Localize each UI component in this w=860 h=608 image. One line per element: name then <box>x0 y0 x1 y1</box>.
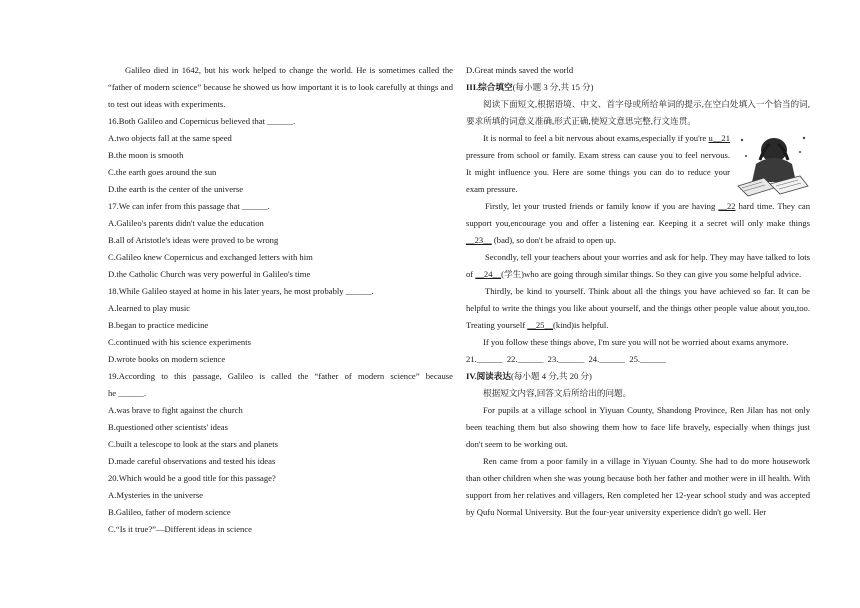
q19-word: modern <box>357 371 385 381</box>
q17-option-d: D.the Catholic Church was very powerful in Galileo's time <box>108 269 311 279</box>
question-19-line1 <box>108 368 453 385</box>
q19-word: “father <box>314 371 339 381</box>
answer-24: 24.______ <box>588 354 626 364</box>
cloze-text: (kind)is helpful. <box>553 320 609 330</box>
question-19-line2: he ______. <box>108 388 147 398</box>
cloze-text: hard time. They can support you,encourage you and offer a listening ear. Keeping it a secret will only make things <box>466 201 811 228</box>
q19-word: Galileo <box>227 371 254 381</box>
reading-paragraph-2: Ren came from a poor family in a village in Yiyuan County. She had to do more housework than other children when she was young because both her father and mother were in ill health. With support from her relatives and villagers, Ren completed her 12-year school study and was accepted by Qufu Normal University. But the four-year university experience didn't go well. Her <box>466 456 810 517</box>
q19-word: passage, <box>192 371 222 381</box>
q16-option-d: D.the earth is the center of the universe <box>108 184 244 194</box>
right-column <box>466 62 810 521</box>
q16-option-a: A.two objects fall at the same speed <box>108 133 232 143</box>
question-17: 17.We can infer from this passage that ______. <box>108 201 270 211</box>
q20-option-a: A.Mysteries in the universe <box>108 490 203 500</box>
q16-option-b: B.the moon is smooth <box>108 150 184 160</box>
cloze-text: Firstly, let your trusted friends or family know if you are having <box>485 201 719 211</box>
section-4-heading <box>466 368 810 385</box>
q19-option-c: C.built a telescope to look at the stars and planets <box>108 439 278 449</box>
cloze-text: Secondly, tell your teachers about your worries and ask for help. They may have talked to lots of <box>466 252 810 279</box>
section-3-title: III.综合填空 <box>466 82 513 92</box>
blank-23: __23__ <box>466 235 492 245</box>
q17-option-c: C.Galileo knew Copernicus and exchanged letters with him <box>108 252 313 262</box>
q19-word: because <box>425 371 453 381</box>
cloze-paragraph-5: If you follow these things above, I'm sure you will not be worried about exams anymore. <box>483 337 789 347</box>
cloze-paragraph-2 <box>466 198 810 249</box>
answer-blanks <box>466 351 810 368</box>
blank-24: __24__ <box>475 269 502 279</box>
q19-word: called <box>271 371 292 381</box>
section-3-instructions: 阅读下面短文,根据语境、中文、首字母或所给单词的提示,在空白处填入一个恰当的词,要求所填的词意义准确,形式正确,使短文意思完整,行文连贯。 <box>466 99 810 126</box>
q20-option-c: C.“Is it true?”—Different ideas in science <box>108 524 252 534</box>
q19-option-a: A.was brave to fight against the church <box>108 405 243 415</box>
section-4-title: IV.阅读表达 <box>466 371 511 381</box>
cloze-paragraph-3 <box>466 249 810 283</box>
reading-paragraph-1: For pupils at a village school in Yiyuan County, Shandong Province, Ren Jilan has not only been teaching them but also showing them how to face life bravely, especially when things just don't seem to be working out. <box>466 405 810 449</box>
question-16: 16.Both Galileo and Copernicus believed that ______. <box>108 116 296 126</box>
stressed-student-illustration-icon <box>734 130 810 198</box>
cloze-text: (学生)who are going through similar things. So they can give you some helpful advice. <box>501 269 802 279</box>
q19-word: is <box>259 371 265 381</box>
answer-25: 25.______ <box>629 354 666 364</box>
q16-option-c: C.the earth goes around the sun <box>108 167 217 177</box>
q19-word: 19.According <box>108 371 156 381</box>
cloze-text: pressure from school or family. Exam stress can cause you to feel nervous. It might influence you. Here are some things you can do to reduce your exam pressure. <box>466 150 730 194</box>
cloze-text: It is normal to feel a bit nervous about exams,especially if you're <box>483 133 709 143</box>
q20-option-d: D.Great minds saved the world <box>466 65 574 75</box>
section-4-points: (每小题 4 分,共 20 分) <box>510 371 592 381</box>
section-4-instructions: 根据短文内容,回答文后所给出的问题。 <box>483 388 632 398</box>
q19-word: this <box>174 371 187 381</box>
q18-option-c: C.continued with his science experiments <box>108 337 251 347</box>
galileo-paragraph: Galileo died in 1642, but his work helped to change the world. He is sometimes called the “father of modern science” because he showed us how important it is to look carefully at things and to test out ideas with experiments. <box>108 65 453 109</box>
q19-word: to <box>161 371 168 381</box>
q19-word: the <box>297 371 309 381</box>
question-20: 20.Which would be a good title for this passage? <box>108 473 276 483</box>
section-3-points: (每小题 3 分,共 15 分) <box>512 82 594 92</box>
blank-21: u__21 <box>708 133 730 143</box>
q18-option-b: B.began to practice medicine <box>108 320 209 330</box>
q19-word: of <box>344 371 352 381</box>
q17-option-b: B.all of Aristotle's ideas were proved to be wrong <box>108 235 279 245</box>
answer-23: 23.______ <box>547 354 585 364</box>
q18-option-a: A.learned to play music <box>108 303 191 313</box>
section-3-heading <box>466 79 810 96</box>
q20-option-b: B.Galileo, father of modern science <box>108 507 231 517</box>
q17-option-a: A.Galileo's parents didn't value the education <box>108 218 264 228</box>
q19-option-b: B.questioned other scientists' ideas <box>108 422 228 432</box>
answer-21: 21.______ <box>466 354 503 364</box>
blank-25: __25__ <box>527 320 554 330</box>
question-18: 18.While Galileo stayed at home in his later years, he most probably ______. <box>108 286 374 296</box>
cloze-paragraph-4 <box>466 283 810 334</box>
answer-22: 22.______ <box>506 354 544 364</box>
left-column <box>108 62 453 538</box>
blank-22: __22 <box>718 201 736 211</box>
q19-word: science” <box>390 371 420 381</box>
q19-option-d: D.made careful observations and tested his ideas <box>108 456 276 466</box>
cloze-paragraph-1 <box>466 130 810 198</box>
cloze-text: (bad), so don't be afraid to open up. <box>491 235 616 245</box>
cloze-text: Thirdly, be kind to yourself. Think about all the things you have achieved so far. It can be helpful to write the things you like about yourself, and the things other people value about you,too. Treating yourself <box>466 286 810 330</box>
q18-option-d: D.wrote books on modern science <box>108 354 226 364</box>
